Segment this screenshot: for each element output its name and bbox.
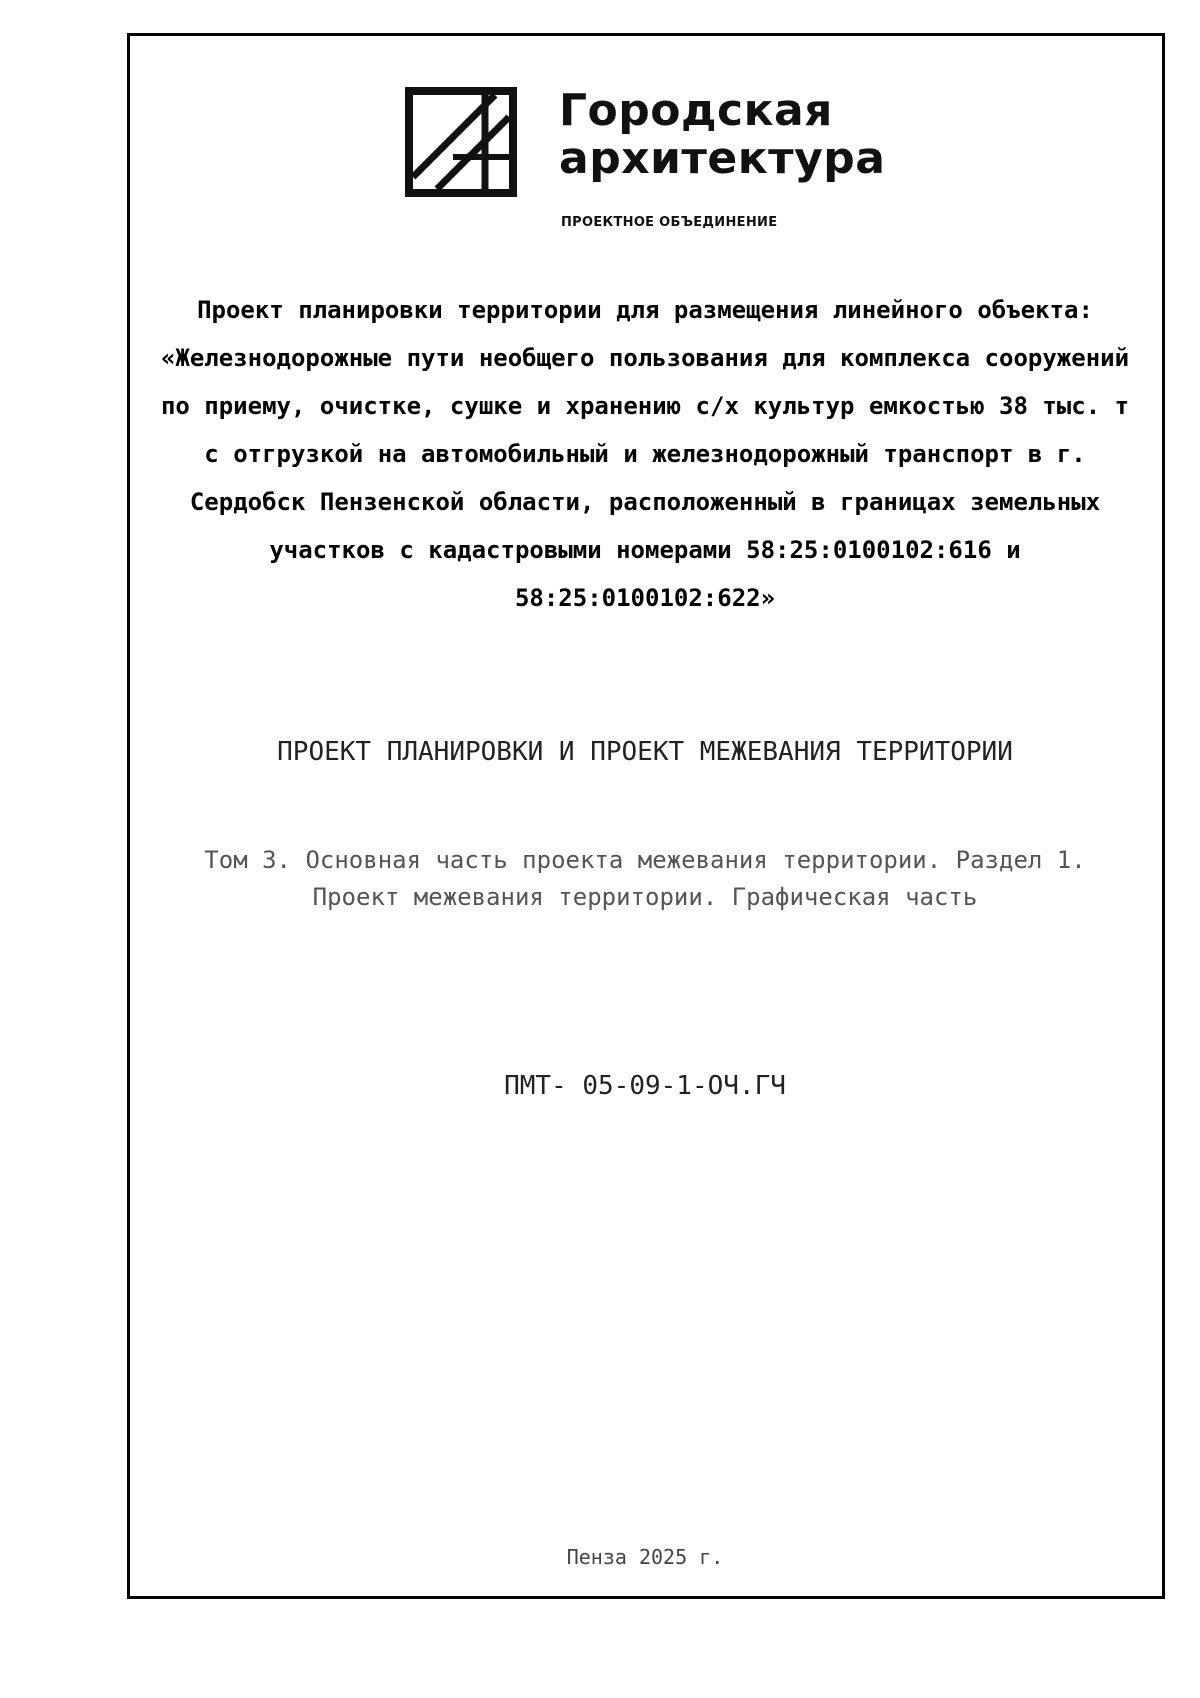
company-logo [405,87,885,237]
city-architecture-logo-icon [405,87,517,197]
document-code: ПМТ- 05-09-1-ОЧ.ГЧ [504,1071,786,1101]
company-name-line2: архитектура [559,133,886,184]
company-subtitle: ПРОЕКТНОЕ ОБЪЕДИНЕНИЕ [561,215,778,230]
document-type: ПРОЕКТ ПЛАНИРОВКИ И ПРОЕКТ МЕЖЕВАНИЯ ТЕРРИТОРИИ [277,737,1013,767]
place-year: Пенза 2025 г. [566,1545,724,1569]
company-name-line1: Городская [559,85,833,136]
company-name [559,87,885,183]
document-title: Проект планировки территории для размещения линейного объекта: «Железнодорожные пути необщего пользования для комплекса сооружений по приему, очистке, сушке и хранению с/х культур емкостью 38 тыс. т с отгрузкой на автомобильный и железнодорожный транспорт в г. Сердобск Пензенской области, расположенный в границах земельных участков с кадастровыми номерами 58:25:0100102:616 и 58:25:0100102:622» [160,296,1130,612]
volume-section: Том 3. Основная часть проекта межевания территории. Раздел 1. Проект межевания территории. Графическая часть [204,846,1086,911]
page-frame [127,33,1165,1599]
